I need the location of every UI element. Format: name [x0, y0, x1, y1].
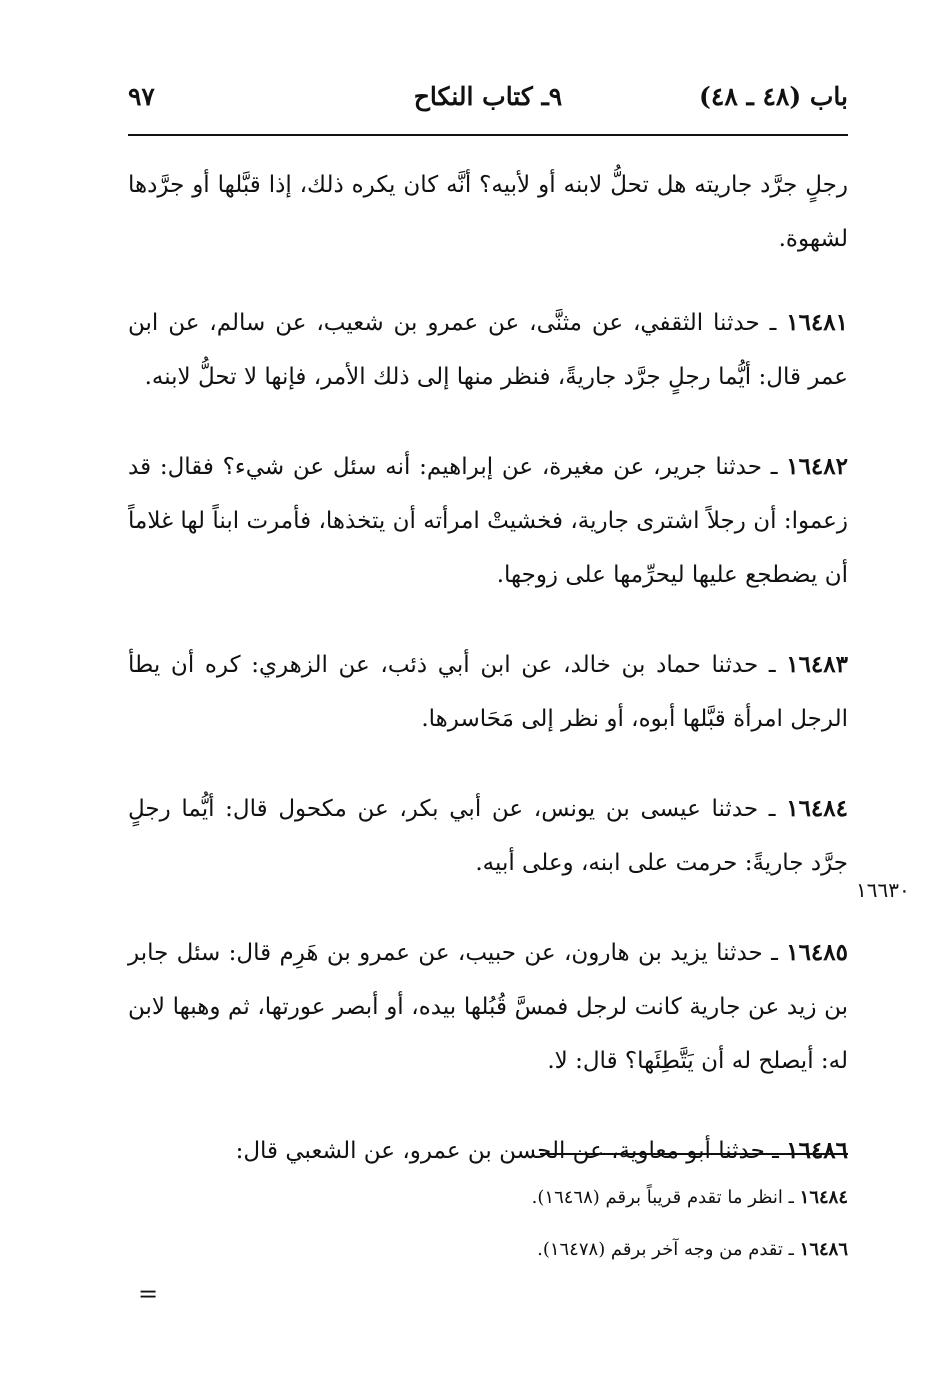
margin-cross-reference: ١٦٦٣٠ [856, 878, 910, 902]
chapter-reference: باب (٤٨ ـ ٤٨) [699, 82, 848, 111]
hadith-paragraph [128, 782, 848, 890]
footnote [128, 1224, 848, 1276]
footnotes [128, 1172, 848, 1276]
hadith-text: ـ حدثنا يزيد بن هارون، عن حبيب، عن عمرو بن هَرِم قال: سئل جابر بن زيد عن جارية كانت لرجل فمسَّ قُبُلها بيده، أو أبصر عورتها، ثم وهبها لابن له: أيصلح له أن يَتَّطِئَها؟ قال: لا. [128, 940, 848, 1074]
hadith-number: ١٦٤٨٣ [786, 651, 848, 678]
hadith-number: ١٦٤٨١ [786, 309, 848, 336]
footnote-number: ١٦٤٨٤ [799, 1187, 848, 1208]
hadith-text: ـ حدثنا الثقفي، عن مثنَّى، عن عمرو بن شعيب، عن سالم، عن ابن عمر قال: أيُّما رجلٍ جرَّد جاريةً، فنظر منها إلى ذلك الأمر، فإنها لا تحلُّ لابنه. [128, 310, 848, 390]
hadith-paragraph [128, 638, 848, 746]
hadith-number: ١٦٤٨٤ [786, 795, 848, 822]
hadith-number: ١٦٤٨٥ [786, 939, 848, 966]
hadith-number: ١٦٤٨٢ [786, 453, 848, 480]
book-title: ٩ـ كتاب النكاح [413, 82, 563, 111]
footnote-text: ـ تقدم من وجه آخر برقم (١٦٤٧٨). [537, 1239, 800, 1260]
footnote [128, 1172, 848, 1224]
hadith-text: ـ حدثنا عيسى بن يونس، عن أبي بكر، عن مكحول قال: أيُّما رجلٍ جرَّد جاريةً: حرمت على ابنه، وعلى أبيه. [128, 796, 848, 876]
hadith-number: ١٦٤٨٦ [786, 1137, 848, 1164]
hadith-paragraph [128, 926, 848, 1088]
page-number: ٩٧ [128, 82, 155, 111]
footnote-divider [540, 1153, 848, 1155]
header-divider [128, 134, 848, 136]
hadith-text: ـ حدثنا أبو معاوية، عن الحسن بن عمرو، عن الشعبي قال: [235, 1138, 787, 1164]
hadith-text: ـ حدثنا جرير، عن مغيرة، عن إبراهيم: أنه سئل عن شيء؟ فقال: قد زعموا: أن رجلاً اشترى جارية، فخشيتْ امرأته أن يتخذها، فأمرت ابناً لها غلاماً أن يضطجع عليها ليحرِّمها على زوجها. [128, 454, 848, 588]
paragraph-text: رجلٍ جرَّد جاريته هل تحلُّ لابنه أو لأبيه؟ أنَّه كان يكره ذلك، إذا قبَّلها أو جرَّدها لشهوة. [128, 172, 848, 252]
hadith-paragraph [128, 440, 848, 602]
hadith-paragraph [128, 1124, 848, 1178]
hadith-paragraph [128, 296, 848, 404]
footnote-text: ـ انظر ما تقدم قريباً برقم (١٦٤٦٨). [531, 1187, 800, 1208]
continuation-mark: = [138, 1280, 159, 1308]
main-text [128, 158, 848, 1214]
paragraph-continued [128, 158, 848, 266]
footnote-number: ١٦٤٨٦ [799, 1239, 848, 1260]
page-header [128, 78, 848, 122]
hadith-text: ـ حدثنا حماد بن خالد، عن ابن أبي ذئب، عن الزهري: كره أن يطأ الرجل امرأة قبَّلها أبوه، أو نظر إلى مَحَاسرها. [128, 652, 848, 732]
